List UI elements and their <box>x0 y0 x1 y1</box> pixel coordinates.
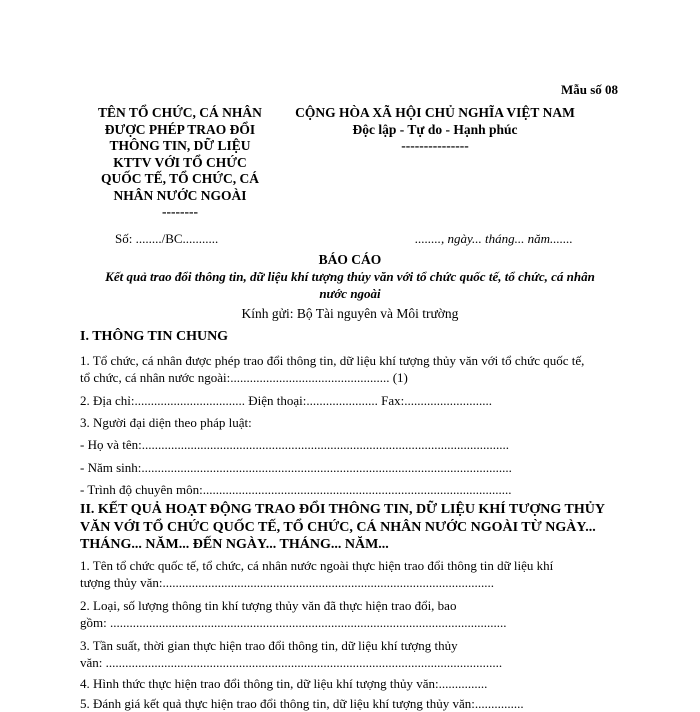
org-line: KTTV VỚI TỔ CHỨC <box>113 154 247 170</box>
org-line: NHÂN NƯỚC NGOÀI <box>113 187 247 203</box>
text-line: 1. Tổ chức, cá nhân được phép trao đổi thông tin, dữ liệu khí tượng thủy văn với tổ chức quốc tế, <box>80 353 585 368</box>
text-line: 1. Tên tổ chức quốc tế, tổ chức, cá nhân nước ngoài thực hiện trao đổi thông tin dữ liệu khí <box>80 558 554 573</box>
org-line: ĐƯỢC PHÉP TRAO ĐỔI <box>104 121 256 137</box>
heading-line: VĂN VỚI TỔ CHỨC QUỐC TẾ, TỔ CHỨC, CÁ NHÂN NƯỚC NGOÀI TỪ NGÀY... <box>80 519 596 535</box>
rep-education-line: - Trình độ chuyên môn:............................................................................................... <box>80 482 512 497</box>
report-subtitle <box>80 268 620 302</box>
section1-item2: 2. Địa chỉ:.................................. Điện thoại:...................... Fax:........................... <box>80 393 493 408</box>
section2-item2 <box>80 597 625 631</box>
text-line: tượng thủy văn:...................................................................................................... <box>80 575 495 590</box>
section1-item1 <box>80 352 625 386</box>
rep-name-line: - Họ và tên:................................................................................................................. <box>80 437 509 452</box>
section2-item1 <box>80 557 625 591</box>
text-line: 3. Tần suất, thời gian thực hiện trao đổi thông tin, dữ liệu khí tượng thủy <box>80 638 458 653</box>
text-line: tổ chức, cá nhân nước ngoài:................................................. (1) <box>80 370 408 385</box>
nation-separator: --------------- <box>401 138 469 153</box>
org-line: TÊN TỔ CHỨC, CÁ NHÂN <box>98 105 262 120</box>
section1-heading: I. THÔNG TIN CHUNG <box>80 329 229 344</box>
report-title: BÁO CÁO <box>318 252 382 267</box>
org-separator: -------- <box>162 204 198 219</box>
date-line: ........, ngày... tháng... năm....... <box>415 231 573 246</box>
reference-number: Số: ......../BC........... <box>115 231 219 246</box>
text-line: gồm: .......................................................................................................................... <box>80 615 507 630</box>
nation-name: CỘNG HÒA XÃ HỘI CHỦ NGHĨA VIỆT NAM <box>295 105 575 120</box>
national-header <box>280 105 590 155</box>
organization-header <box>80 105 280 221</box>
section2-item4: 4. Hình thức thực hiện trao đổi thông tin, dữ liệu khí tượng thủy văn:............... <box>80 676 488 691</box>
nation-motto: Độc lập - Tự do - Hạnh phúc <box>352 121 518 137</box>
org-line: QUỐC TẾ, TỔ CHỨC, CÁ <box>100 171 260 186</box>
org-line: THÔNG TIN, DỮ LIỆU <box>109 138 251 153</box>
form-number: Mẫu số 08 <box>560 82 618 97</box>
subtitle-line: nước ngoài <box>319 286 381 301</box>
heading-line: II. KẾT QUẢ HOẠT ĐỘNG TRAO ĐỔI THÔNG TIN, DỮ LIỆU KHÍ TƯỢNG THỦY <box>80 502 605 517</box>
subtitle-line: Kết quả trao đổi thông tin, dữ liệu khí tượng thủy văn với tổ chức quốc tế, tổ chức, cá nhân <box>105 269 595 284</box>
section2-item5: 5. Đánh giá kết quả thực hiện trao đổi thông tin, dữ liệu khí tượng thủy văn:............... <box>80 696 524 711</box>
rep-birth-line: - Năm sinh:.................................................................................................................. <box>80 460 512 475</box>
text-line: 2. Loại, số lượng thông tin khí tượng thủy văn đã thực hiện trao đổi, bao <box>80 598 457 613</box>
section2-item3 <box>80 637 625 671</box>
text-line: văn: .......................................................................................................................... <box>80 655 503 670</box>
heading-line: THÁNG... NĂM... ĐẾN NGÀY... THÁNG... NĂM... <box>80 537 389 552</box>
section2-heading <box>80 501 625 554</box>
section1-item3: 3. Người đại diện theo pháp luật: <box>80 415 252 430</box>
recipient-line: Kính gửi: Bộ Tài nguyên và Môi trường <box>241 306 459 321</box>
